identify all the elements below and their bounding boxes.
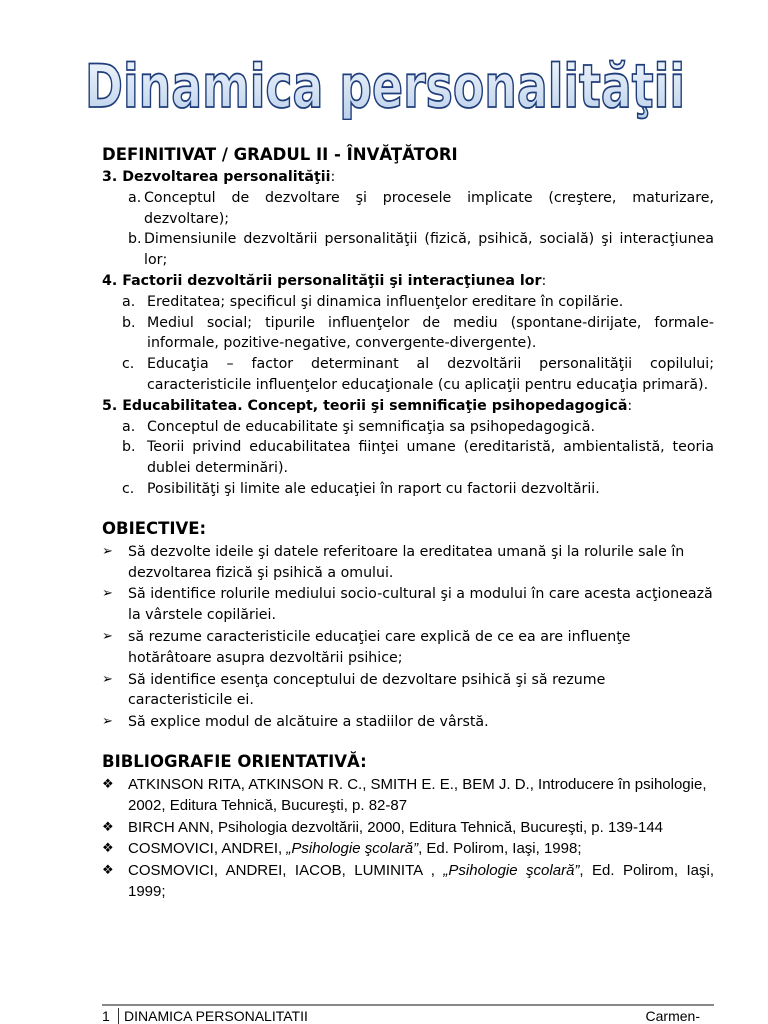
section-4-item-a: a. Ereditatea; specificul şi dinamica influenţelor ereditare în copilărie. [122, 293, 624, 310]
bibliography-item: ❖ COSMOVICI, ANDREI, IACOB, LUMINITA , „Psihologie şcolară”, Ed. Polirom, Iaşi, 1999; [102, 861, 714, 903]
title-text: Dinamica personalităţii [85, 52, 685, 120]
section-3-heading: 3. Dezvoltarea personalităţii: [102, 169, 336, 185]
footer-separator [118, 1008, 119, 1024]
objectives-heading: OBIECTIVE: [102, 518, 207, 538]
section-4-item-c: c. Educaţia – factor determinant al dezvoltării personalităţii copilului; caracteristicile influenţelor educaţionale (cu aplicaţii pentru educaţia primară). [122, 356, 714, 393]
footer-title: DINAMICA PERSONALITATII [124, 1008, 308, 1024]
section-4-heading: 4. Factorii dezvoltării personalităţii şi interacţiunea lor: [102, 272, 547, 289]
arrow-bullet-icon: ➢ [102, 543, 113, 559]
bibliography-item: ❖ BIRCH ANN, Psihologia dezvoltării, 2000, Editura Tehnică, Bucureşti, p. 139-144 [102, 818, 714, 839]
footer-rule [102, 1004, 714, 1006]
objective-item: ➢ Să dezvolte ideile şi datele referitoare la ereditatea umană şi la rolurile sale în dezvoltarea fizică şi psihică a omului. [102, 542, 714, 584]
arrow-bullet-icon: ➢ [102, 714, 113, 730]
footer-author: Carmen- [645, 1008, 700, 1024]
objective-item: ➢ Să identifice esenţa conceptului de dezvoltare psihică şi să rezume caracteristicile ei. [102, 670, 714, 712]
objective-item: ➢ Să identifice rolurile mediului socio-cultural şi a modului în care acesta acţionează la vârstele copilăriei. [102, 584, 714, 626]
objective-item: ➢ să rezume caracteristicile educaţiei care explică de ce ea are influenţe hotărâtoare asupra dezvoltării psihice; [102, 627, 714, 669]
section-5-heading: 5. Educabilitatea. Concept, teorii şi semnificaţie psihopedagogică: [102, 397, 633, 414]
arrow-bullet-icon: ➢ [102, 671, 113, 687]
section-5-item-c: c. Posibilităţi şi limite ale educaţiei în raport cu factorii dezvoltării. [122, 480, 600, 497]
arrow-bullet-icon: ➢ [102, 628, 113, 644]
diamond-bullet-icon: ❖ [102, 819, 114, 835]
section-4-item-b: b. Mediul social; tipurile influenţelor de mediu (spontane-dirijate, formale-informale, pozitive-negative, convergente-divergente). [122, 314, 714, 352]
page-title [80, 50, 690, 120]
diamond-bullet-icon: ❖ [102, 776, 114, 792]
page-number: 1 [102, 1008, 110, 1024]
page-footer [102, 1008, 714, 1024]
bibliography-item: ❖ ATKINSON RITA, ATKINSON R. C., SMITH E. E., BEM J. D., Introducere în psihologie, 2002, Editura Tehnică, Bucureşti, p. 82-87 [102, 775, 714, 817]
bibliography-heading: BIBLIOGRAFIE ORIENTATIVĂ: [102, 751, 367, 771]
diamond-bullet-icon: ❖ [102, 863, 114, 879]
main-content [102, 144, 714, 904]
bibliography-item: ❖ COSMOVICI, ANDREI, „Psihologie şcolară”, Ed. Polirom, Iaşi, 1998; [102, 839, 714, 860]
diamond-bullet-icon: ❖ [102, 841, 114, 857]
section-5-item-a: a. Conceptul de educabilitate şi semnificaţia sa psihopedagogică. [122, 418, 596, 435]
section-5-item-b: b. Teorii privind educabilitatea fiinţei umane (ereditaristă, ambientalistă, teoria dublei determinări). [122, 439, 714, 477]
section-3-item-a: a. Conceptul de dezvoltare şi procesele implicate (creştere, maturizare, dezvoltare); [128, 189, 714, 227]
section-3-item-b: b. Dimensiunile dezvoltării personalităţii (fizică, psihică, socială) şi interacţiunea lor; [128, 231, 714, 269]
wordart-title [80, 50, 690, 120]
objective-item: ➢ Să explice modul de alcătuire a stadiilor de vârstă. [102, 712, 714, 733]
document-heading: DEFINITIVAT / GRADUL II - ÎNVĂŢĂTORI [102, 145, 458, 164]
arrow-bullet-icon: ➢ [102, 586, 113, 602]
